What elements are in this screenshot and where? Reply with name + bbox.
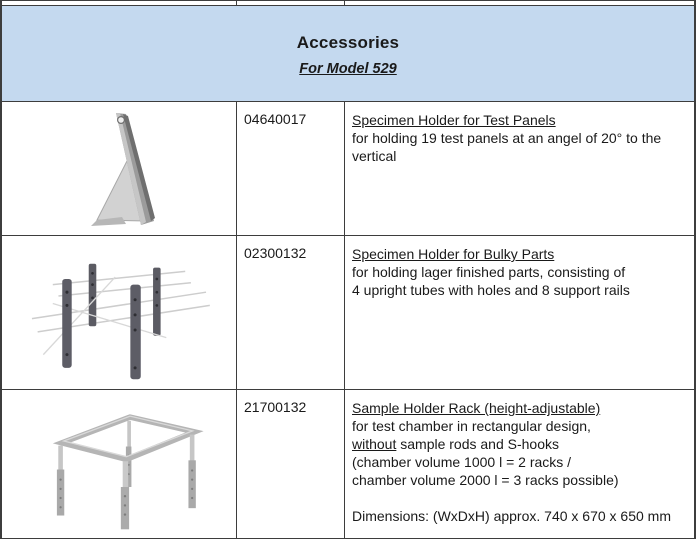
underlined-word: without — [352, 436, 397, 452]
sliver-cell — [236, 1, 344, 5]
product-image-cell — [2, 390, 236, 538]
description-cell — [344, 390, 694, 538]
sliver-cell — [344, 1, 694, 5]
previous-row-sliver — [2, 1, 694, 5]
product-description-line: vertical — [352, 148, 397, 164]
part-number-cell — [236, 390, 344, 538]
product-description-line: chamber volume 2000 l = 3 racks possible) — [352, 472, 619, 488]
part-number-cell — [236, 102, 344, 235]
product-dimensions-line: Dimensions: (WxDxH) approx. 740 x 670 x 650 mm — [352, 508, 671, 524]
product-description-line: without sample rods and S-hooks — [352, 436, 559, 452]
product-description-line: 4 upright tubes with holes and 8 support rails — [352, 282, 630, 298]
description-cell — [344, 236, 694, 389]
table-row — [2, 101, 694, 235]
sliver-cell — [2, 1, 236, 5]
product-description-line: for test chamber in rectangular design, — [352, 418, 591, 434]
product-image-cell — [2, 236, 236, 389]
table-row — [2, 389, 694, 538]
product-description-line: for holding lager finished parts, consisting of — [352, 264, 626, 280]
product-title: Specimen Holder for Bulky Parts — [352, 246, 555, 262]
part-number-cell — [236, 236, 344, 389]
blank-line — [352, 489, 686, 507]
product-image-cell — [2, 102, 236, 235]
section-title: Accessories — [296, 33, 400, 52]
specimen-holder-bulky-parts-photo — [24, 243, 214, 383]
product-title: Specimen Holder for Test Panels — [352, 112, 556, 128]
product-description-line: (chamber volume 1000 l = 2 racks / — [352, 454, 572, 470]
part-number: 02300132 — [244, 245, 307, 261]
header-cell — [2, 6, 694, 101]
product-description-line: for holding 19 test panels at an angel of 20° to the — [352, 130, 662, 146]
product-title: Sample Holder Rack (height-adjustable) — [352, 400, 601, 416]
table-row — [2, 235, 694, 389]
specimen-holder-test-panels-photo — [64, 109, 174, 229]
section-subtitle: For Model 529 — [299, 61, 397, 77]
part-number: 04640017 — [244, 111, 307, 127]
sample-holder-rack-photo — [24, 395, 214, 533]
part-number: 21700132 — [244, 399, 307, 415]
table-header-band — [2, 5, 694, 101]
description-cell — [344, 102, 694, 235]
